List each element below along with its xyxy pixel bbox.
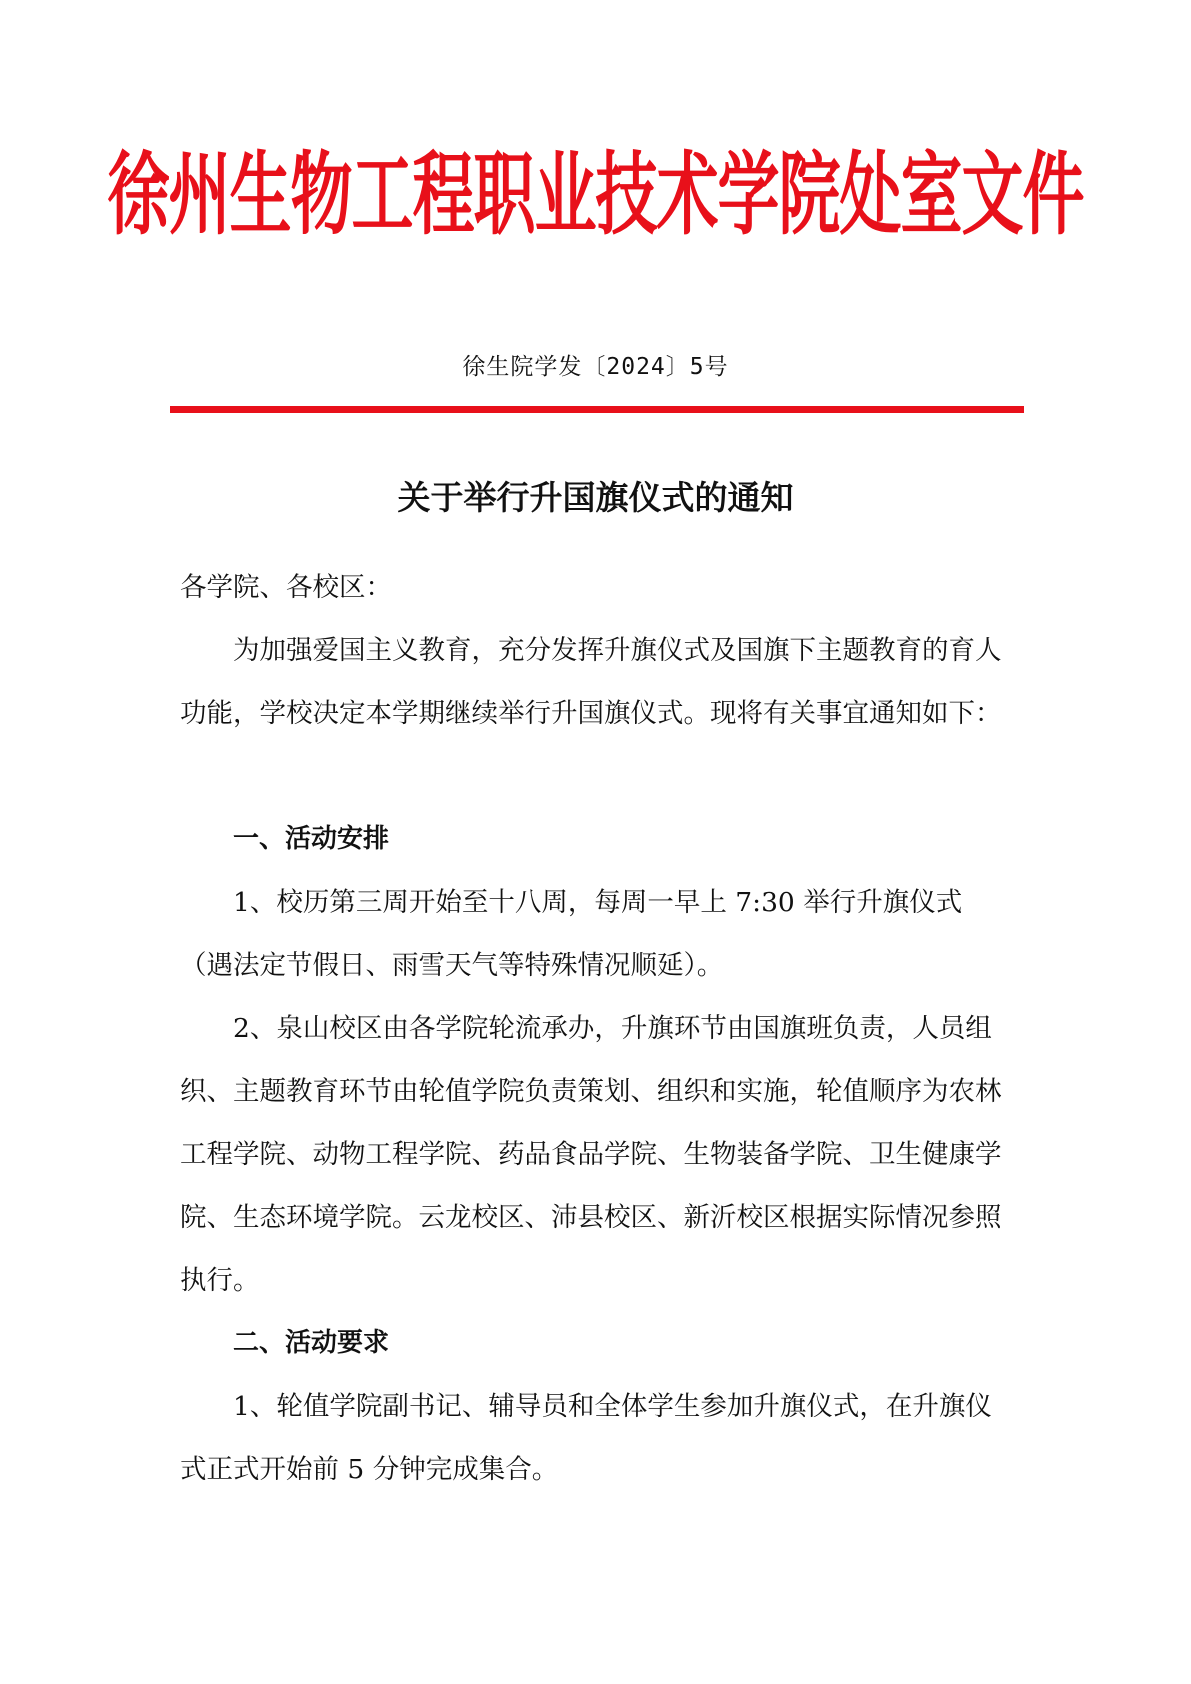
masthead-title: 徐州生物工程职业技术学院处室文件 bbox=[107, 141, 1084, 248]
section-heading-arrangement: 一、活动安排 bbox=[233, 824, 390, 854]
arrangement-item-2: 2、泉山校区由各学院轮流承办，升旗环节由国旗班负责，人员组织、主题教育环节由轮值学院负责策划、组织和实施，轮值顺序为农林工程学院、动物工程学院、药品食品学院、生物装备学院、卫生健康学院、生态环境学院。云龙校区、沛县校区、新沂校区根据实际情况参照执行。 bbox=[180, 1013, 1002, 1296]
red-divider-rule bbox=[170, 406, 1024, 413]
document-number: 徐生院学发〔2024〕5号 bbox=[462, 354, 729, 380]
intro-paragraph: 为加强爱国主义教育，充分发挥升旗仪式及国旗下主题教育的育人功能，学校决定本学期继续举行升国旗仪式。现将有关事宜通知如下： bbox=[180, 635, 1002, 729]
requirement-item-1: 1、轮值学院副书记、辅导员和全体学生参加升旗仪式，在升旗仪式正式开始前 5 分钟完成集合。 bbox=[180, 1391, 992, 1485]
section-heading-requirements: 二、活动要求 bbox=[233, 1328, 390, 1358]
arrangement-item-1: 1、校历第三周开始至十八周，每周一早上 7:30 举行升旗仪式（遇法定节假日、雨雪天气等特殊情况顺延）。 bbox=[180, 887, 963, 981]
salutation: 各学院、各校区： bbox=[180, 572, 392, 603]
notice-title: 关于举行升国旗仪式的通知 bbox=[397, 478, 794, 517]
